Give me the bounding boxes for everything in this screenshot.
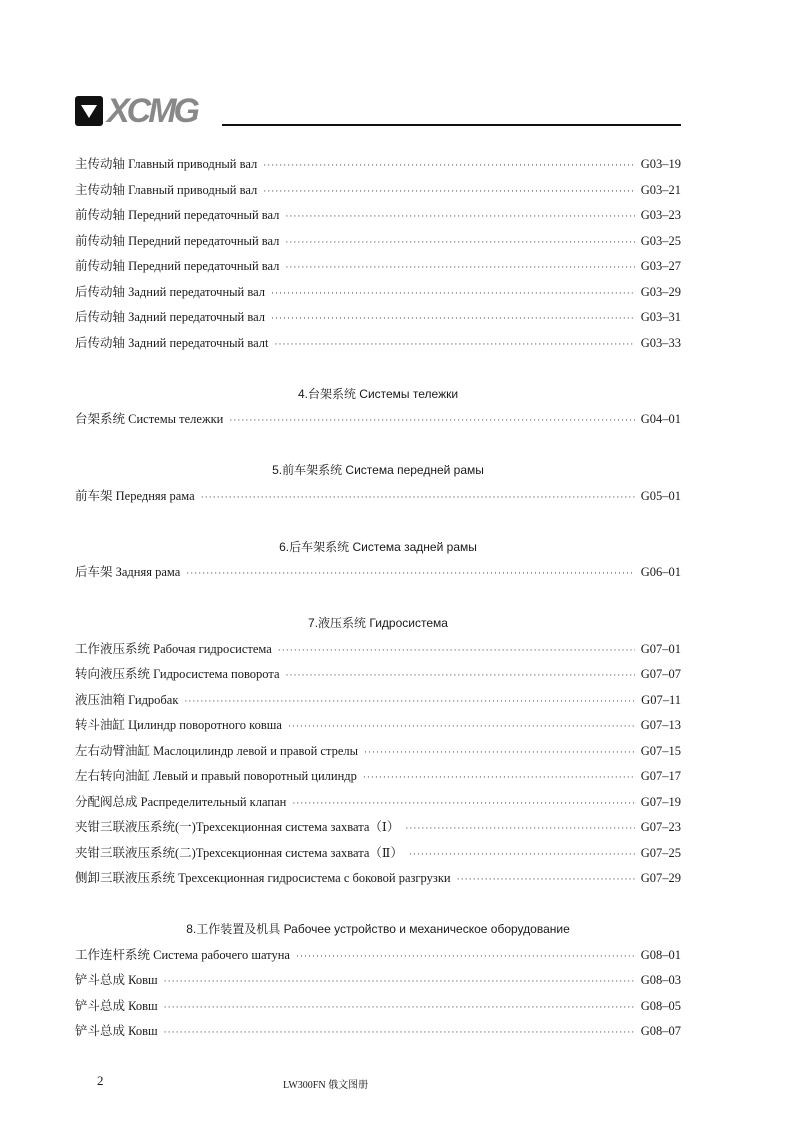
dot-leader (363, 765, 635, 791)
dot-leader (278, 638, 635, 664)
toc-entry-page: G07–15 (640, 743, 681, 758)
toc-entry (75, 815, 681, 841)
page-number: 2 (97, 1073, 104, 1088)
toc-entry-page: G07–13 (640, 718, 681, 732)
toc-entry-title: 铲斗总成 Ковш (75, 973, 158, 987)
toc-entry (75, 407, 681, 433)
toc-entry-page: G07–07 (640, 667, 681, 681)
toc-entry (75, 994, 681, 1020)
xcmg-logo (75, 92, 197, 130)
toc-entry-page: G03–21 (640, 182, 681, 197)
toc-entry (75, 305, 681, 331)
dot-leader (296, 944, 635, 970)
toc-entry (75, 484, 681, 510)
toc-entry-page: G05–01 (640, 488, 681, 503)
toc-entry-title: 前传动轴 Передний передаточный вал (75, 259, 280, 273)
toc-entry-title: 转斗油缸 Цилиндр поворотного ковша (75, 718, 282, 732)
toc-entry-page: G07–17 (640, 769, 681, 783)
toc-entry (75, 968, 681, 994)
toc-entry (75, 152, 681, 178)
toc-entry (75, 331, 681, 357)
toc-entry-page: G07–25 (640, 845, 681, 860)
toc-entry-page: G07–23 (640, 820, 681, 834)
header-rule (222, 124, 681, 126)
dot-leader (263, 153, 634, 179)
toc-entry-title: 主传动轴 Главный приводный вал (75, 182, 258, 197)
toc-entry (75, 713, 681, 739)
toc-entry (75, 688, 681, 714)
toc-entry (75, 841, 681, 867)
dot-leader (457, 867, 635, 893)
dot-leader (164, 995, 635, 1021)
section-heading: 5.前车架系统 Система передней рамы (272, 463, 484, 477)
toc-entry-title: 转向液压系统 Гидросистема поворота (75, 667, 280, 681)
toc-entry-title: 分配阀总成 Распределительный клапан (75, 794, 287, 809)
toc-entry-page: G04–01 (640, 412, 681, 426)
toc-entry-page: G08–05 (640, 998, 681, 1013)
toc-entry (75, 1019, 681, 1045)
dot-leader (271, 306, 635, 332)
toc-entry (75, 178, 681, 204)
dot-leader (271, 281, 635, 307)
toc-entry-title: 铲斗总成 Ковш (75, 1024, 158, 1038)
dot-leader (263, 179, 634, 205)
toc-entry (75, 790, 681, 816)
toc-entry-title: 夹钳三联液压系统(二)Трехсекционная система захвата（Ⅱ） (75, 845, 403, 860)
toc-entry-page: G08–07 (640, 1024, 681, 1038)
toc-entry (75, 764, 681, 790)
toc-entry-page: G03–29 (640, 284, 681, 299)
dot-leader (274, 332, 634, 358)
toc-entry (75, 560, 681, 586)
toc-entry (75, 637, 681, 663)
toc-entry-page: G03–19 (640, 157, 681, 171)
dot-leader (409, 842, 635, 868)
toc-entry-title: 前传动轴 Передний передаточный вал (75, 208, 280, 222)
toc-entry (75, 203, 681, 229)
dot-leader (286, 663, 635, 689)
dot-leader (285, 204, 634, 230)
toc-entry-page: G03–25 (640, 233, 681, 248)
toc-entry-title: 铲斗总成 Ковш (75, 998, 158, 1013)
toc-entry-page: G07–01 (640, 641, 681, 656)
xcmg-logo-icon (75, 96, 103, 126)
toc-entry-title: 左右动臂油缸 Маслоцилиндр левой и правой стрелы (75, 743, 359, 758)
section-heading: 8.工作装置及机具 Рабочее устройство и механическое оборудование (186, 922, 570, 936)
toc-entry-title: 工作液压系统 Рабочая гидросистема (75, 641, 272, 656)
toc-entry-title: 前传动轴 Передний передаточный вал (75, 233, 280, 248)
toc-entry-title: 主传动轴 Главный приводный вал (75, 157, 258, 171)
toc-entry (75, 943, 681, 969)
section-heading: 4.台架系统 Системы тележки (297, 386, 459, 401)
toc-entry-title: 液压油箱 Гидробак (75, 692, 179, 707)
page-header (75, 92, 681, 132)
toc-entry-page: G03–23 (640, 208, 681, 222)
dot-leader (405, 816, 634, 842)
table-of-contents (75, 152, 681, 1045)
toc-entry-title: 后传动轴 Задний передаточный валt (75, 335, 269, 350)
toc-entry-title: 工作连杆系统 Система рабочего шатуна (75, 947, 290, 962)
toc-entry-page: G07–11 (641, 692, 681, 707)
toc-entry-title: 前车架 Передняя рама (75, 488, 195, 503)
section-heading: 6.后车架系统 Система задней рамы (279, 539, 477, 554)
toc-entry-page: G08–03 (640, 973, 681, 987)
logo-text: XCMG (107, 92, 197, 130)
toc-entry-title: 夹钳三联液压系统(一)Трехсекционная система захвата（Ⅰ） (75, 820, 400, 834)
toc-entry-title: 后传动轴 Задний передаточный вал (75, 284, 265, 299)
toc-entry (75, 739, 681, 765)
toc-entry (75, 280, 681, 306)
toc-entry-page: G08–01 (640, 947, 681, 962)
dot-leader (285, 255, 634, 281)
footer-doc-title: LW300FN 俄文图册 (283, 1080, 369, 1091)
dot-leader (229, 408, 634, 434)
toc-entry-title: 后车架 Задняя рама (75, 565, 181, 579)
dot-leader (186, 561, 634, 587)
toc-entry-page: G07–19 (640, 794, 681, 809)
dot-leader (164, 969, 635, 995)
dot-leader (184, 689, 635, 715)
toc-entry-title: 左右转向油缸 Левый и правый поворотный цилиндр (75, 769, 357, 783)
dot-leader (164, 1020, 635, 1046)
toc-entry-page: G03–33 (640, 335, 681, 350)
toc-entry-page: G07–29 (640, 871, 681, 885)
toc-entry-page: G06–01 (640, 565, 681, 579)
toc-entry-title: 台架系统 Системы тележки (75, 412, 224, 426)
section-heading: 7.液压系统 Гидросистема (308, 616, 448, 630)
dot-leader (201, 485, 635, 511)
toc-entry-title: 后传动轴 Задний передаточный вал (75, 310, 265, 324)
dot-leader (364, 740, 635, 766)
dot-leader (292, 791, 634, 817)
toc-entry-title: 侧卸三联液压系统 Трехсекционная гидросистема с боковой разгрузки (75, 871, 451, 885)
toc-entry (75, 662, 681, 688)
toc-entry (75, 254, 681, 280)
toc-entry-page: G03–31 (640, 310, 681, 324)
toc-entry-page: G03–27 (640, 259, 681, 273)
dot-leader (288, 714, 635, 740)
toc-entry (75, 866, 681, 892)
toc-entry (75, 229, 681, 255)
dot-leader (285, 230, 634, 256)
